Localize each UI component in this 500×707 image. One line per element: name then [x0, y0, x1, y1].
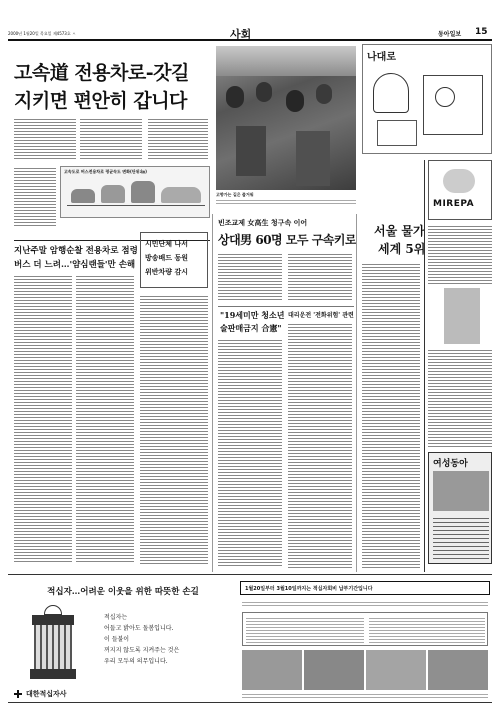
bottom-ad-title: 적십자…어려운 이웃을 위한 따뜻한 손길 — [47, 587, 199, 597]
msg-2: 어둡고 밝아도 돌봄입니다. — [104, 625, 174, 632]
lead-photo-caption: 고향가는 길은 즐거워 — [216, 192, 254, 197]
dues-intro-text — [242, 600, 488, 608]
campaign-line2: 방송배드 동원 — [145, 253, 189, 262]
story2-col2 — [76, 274, 134, 564]
mid-headline: 상대男 60명 모두 구속키로 — [218, 233, 357, 247]
right-text-2 — [428, 348, 492, 448]
sub2-col1 — [288, 322, 352, 568]
sub1-title: "19세미만 청소년 — [220, 310, 285, 320]
story2-col1 — [14, 274, 72, 564]
speed-chart — [60, 166, 210, 218]
right-text-1 — [428, 224, 492, 284]
chart-caption: 고속도로 버스전용차로 평균속도 변화(단위:㎞) — [64, 169, 147, 174]
mirepa-ad — [428, 160, 492, 220]
sub1-title2: 술판매금지 合憲" — [220, 323, 282, 333]
story2-headline-2: 버스 더 느려…'얌심랜들'만 손해 — [14, 260, 136, 270]
ad-top-rule — [8, 574, 492, 575]
dues-banner — [240, 581, 490, 595]
msg-1: 적십자는 — [104, 614, 128, 621]
msg-3: 이 들불이 — [104, 636, 130, 643]
header-rule — [8, 39, 492, 41]
ad2-title: 여성동아 — [433, 459, 468, 469]
lead-headline-1: 고속道 전용차로-갓길 — [14, 62, 189, 84]
price-line1: 서울 물가 — [374, 224, 425, 238]
sub1-rule — [218, 306, 354, 307]
womens-magazine-ad — [428, 452, 492, 564]
paper-name: 동아일보 — [438, 31, 462, 38]
sub1-col1 — [218, 338, 282, 568]
lead-body-col3 — [148, 117, 208, 160]
activity-photo-3 — [366, 650, 426, 690]
price-text — [362, 262, 420, 568]
lead-sidebar-text — [14, 166, 56, 226]
msg-4: 꺼지지 않도록 지켜주는 것은 — [104, 647, 180, 654]
mid-col1 — [218, 252, 282, 302]
mid-col2 — [288, 252, 352, 302]
campaign-text — [140, 294, 208, 564]
photo-captions — [242, 692, 488, 698]
campaign-box — [140, 232, 208, 288]
right-figure — [444, 288, 480, 344]
msg-5: 우리 모두의 의무입니다. — [104, 658, 168, 665]
lead-photo — [216, 46, 356, 190]
lantern-illustration — [18, 605, 88, 685]
ad-bottom-rule — [8, 702, 492, 703]
lead-photo-caption-text — [216, 198, 356, 205]
section-title: 사회 — [230, 28, 252, 41]
campaign-line1: 시민단체 나서 — [145, 239, 189, 248]
activity-photo-4 — [428, 650, 488, 690]
mid-kicker: 빈조교제 女高生 청구속 이어 — [218, 218, 308, 227]
comic-title: 나대로 — [367, 52, 396, 63]
lead-body-col2 — [80, 117, 142, 160]
col-rule-2 — [356, 214, 357, 572]
red-cross-logo — [14, 690, 22, 698]
mirepa-brand: MIREPA — [433, 199, 475, 209]
sub2-title: 대리운전 '전화위험' 관련 — [288, 312, 354, 319]
lead-headline-2: 지키면 편안히 갑니다 — [14, 90, 187, 112]
activity-photo-2 — [304, 650, 364, 690]
col-rule-1 — [212, 214, 213, 572]
activity-photo-1 — [242, 650, 302, 690]
fee-table — [242, 612, 488, 646]
lead-body-col1 — [14, 117, 76, 160]
story2-headline-1: 지난주말 암행순찰 전용차로 점령 — [14, 246, 138, 256]
comic-strip — [362, 44, 492, 154]
org-name: 대한적십자사 — [26, 689, 67, 698]
col-rule-3 — [424, 160, 425, 572]
date-line: 2000년 1월20일 목요일 제4573호 ㅅ — [8, 31, 76, 36]
campaign-line3: 위반차량 감시 — [145, 267, 189, 276]
page-number: 15 — [475, 27, 488, 37]
price-line2: 세계 5위 — [378, 242, 426, 256]
dues-banner-text: 1월20일부터 3월10일까지는 적십자회비 납부기간입니다 — [245, 586, 373, 592]
